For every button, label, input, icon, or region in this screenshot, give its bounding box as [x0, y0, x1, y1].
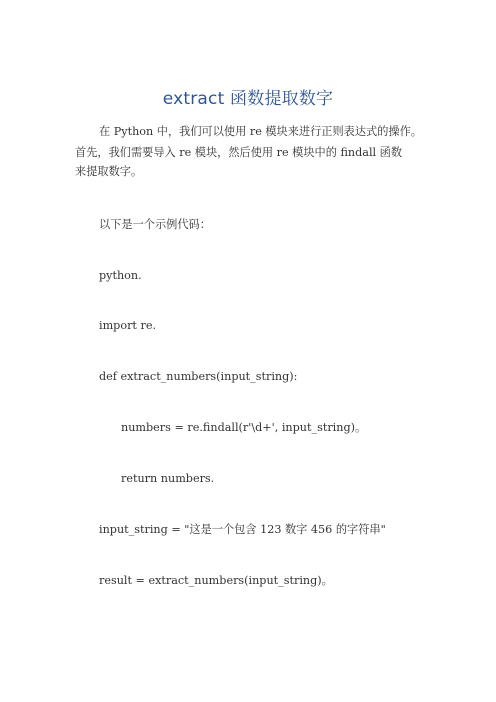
- code-line-input-string: input_string = "这是一个包含 123 数字 456 的字符串": [99, 523, 386, 536]
- code-line-import: import re.: [99, 319, 157, 332]
- code-line-numbers: numbers = re.findall(r'\d+', input_string)。: [121, 421, 367, 434]
- document-title: extract 函数提取数字: [162, 89, 334, 109]
- intro-line: 以下是一个示例代码：: [99, 218, 211, 231]
- code-line-def: def extract_numbers(input_string):: [99, 370, 298, 383]
- paragraph-line-1: 在 Python 中，我们可以使用 re 模块来进行正则表达式的操作。: [99, 125, 422, 138]
- code-line-python: python.: [99, 269, 142, 282]
- code-line-result: result = extract_numbers(input_string)。: [99, 574, 333, 587]
- paragraph-line-3: 来提取数字。: [75, 165, 143, 178]
- code-line-return: return numbers.: [121, 472, 215, 485]
- paragraph-line-2: 首先，我们需要导入 re 模块，然后使用 re 模块中的 findall 函数: [75, 146, 403, 159]
